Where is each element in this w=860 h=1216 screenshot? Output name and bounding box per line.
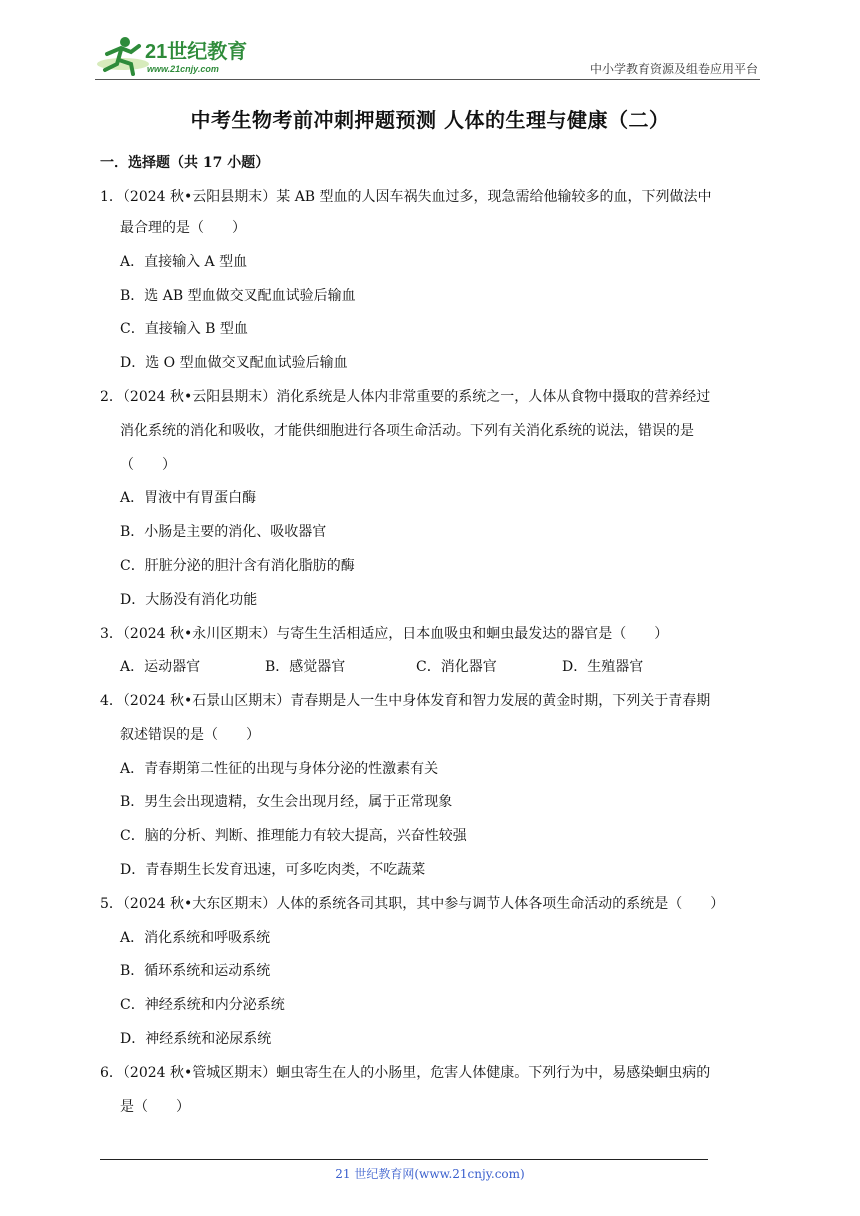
section-heading: 一．选择题（共 17 小题） — [100, 155, 270, 171]
question-3-line-1: 3．（2024 秋•永川区期末）与寄生生活相适应，日本血吸虫和蛔虫最发达的器官是（ ） — [100, 626, 669, 642]
question-3-option-c: C．消化器官 — [416, 659, 497, 675]
question-2-option-b: B．小肠是主要的消化、吸收器官 — [120, 524, 327, 540]
question-5-option-a: A．消化系统和呼吸系统 — [120, 930, 271, 946]
question-2-option-d: D．大肠没有消化功能 — [120, 592, 258, 608]
logo-21cnjy — [95, 34, 265, 78]
svg-text:21世纪教育: 21世纪教育 — [145, 41, 248, 63]
question-1-option-c: C．直接输入 B 型血 — [120, 321, 248, 337]
question-1-line-1: 1．（2024 秋•云阳县期末）某 AB 型血的人因车祸失血过多，现急需给他输较多的血，下列做法中 — [100, 189, 712, 205]
document-title: 中考生物考前冲刺押题预测 人体的生理与健康（二） — [190, 108, 670, 132]
question-5-line-1: 5．（2024 秋•大东区期末）人体的系统各司其职，其中参与调节人体各项生命活动的系统是（ ） — [100, 896, 725, 912]
question-1-line-2: 最合理的是（ ） — [120, 220, 246, 236]
footer-link[interactable]: 21 世纪教育网(www.21cnjy.com) — [335, 1167, 525, 1181]
question-3-option-d: D．生殖器官 — [562, 659, 644, 675]
question-4-option-b: B．男生会出现遗精，女生会出现月经，属于正常现象 — [120, 794, 453, 810]
question-4-line-2: 叙述错误的是（ ） — [120, 727, 260, 743]
question-2-option-c: C．肝脏分泌的胆汁含有消化脂肪的酶 — [120, 558, 355, 574]
platform-name: 中小学教育资源及组卷应用平台 — [589, 62, 758, 76]
question-5-option-b: B．循环系统和运动系统 — [120, 963, 271, 979]
footer-divider — [100, 1159, 708, 1160]
question-4-option-c: C．脑的分析、判断、推理能力有较大提高，兴奋性较强 — [120, 828, 467, 844]
question-2-line-1: 2．（2024 秋•云阳县期末）消化系统是人体内非常重要的系统之一，人体从食物中摄取的营养经过 — [100, 389, 711, 405]
question-1-option-a: A．直接输入 A 型血 — [120, 254, 248, 270]
question-2-line-3: （ ） — [120, 457, 176, 473]
header-divider — [95, 79, 760, 80]
question-4-line-1: 4．（2024 秋•石景山区期末）青春期是人一生中身体发育和智力发展的黄金时期，下列关于青春期 — [100, 693, 711, 709]
question-2-line-2: 消化系统的消化和吸收，才能供细胞进行各项生命活动。下列有关消化系统的说法，错误的是 — [120, 423, 694, 439]
question-4-option-a: A．青春期第二性征的出现与身体分泌的性激素有关 — [120, 761, 439, 777]
question-1-option-b: B．选 AB 型血做交叉配血试验后输血 — [120, 288, 356, 304]
question-5-option-c: C．神经系统和内分泌系统 — [120, 997, 285, 1013]
question-1-option-d: D．选 O 型血做交叉配血试验后输血 — [120, 355, 348, 371]
question-4-option-d: D．青春期生长发育迅速，可多吃肉类，不吃蔬菜 — [120, 862, 426, 878]
question-3-option-b: B．感觉器官 — [265, 659, 346, 675]
question-2-option-a: A．胃液中有胃蛋白酶 — [120, 490, 257, 506]
svg-text:www.21cnjy.com: www.21cnjy.com — [147, 64, 219, 74]
question-6-line-1: 6．（2024 秋•管城区期末）蛔虫寄生在人的小肠里，危害人体健康。下列行为中，易感染蛔虫病的 — [100, 1065, 711, 1081]
question-6-line-2: 是（ ） — [120, 1099, 190, 1115]
question-3-option-a: A．运动器官 — [120, 659, 201, 675]
page-header — [95, 34, 760, 82]
question-5-option-d: D．神经系统和泌尿系统 — [120, 1031, 272, 1047]
